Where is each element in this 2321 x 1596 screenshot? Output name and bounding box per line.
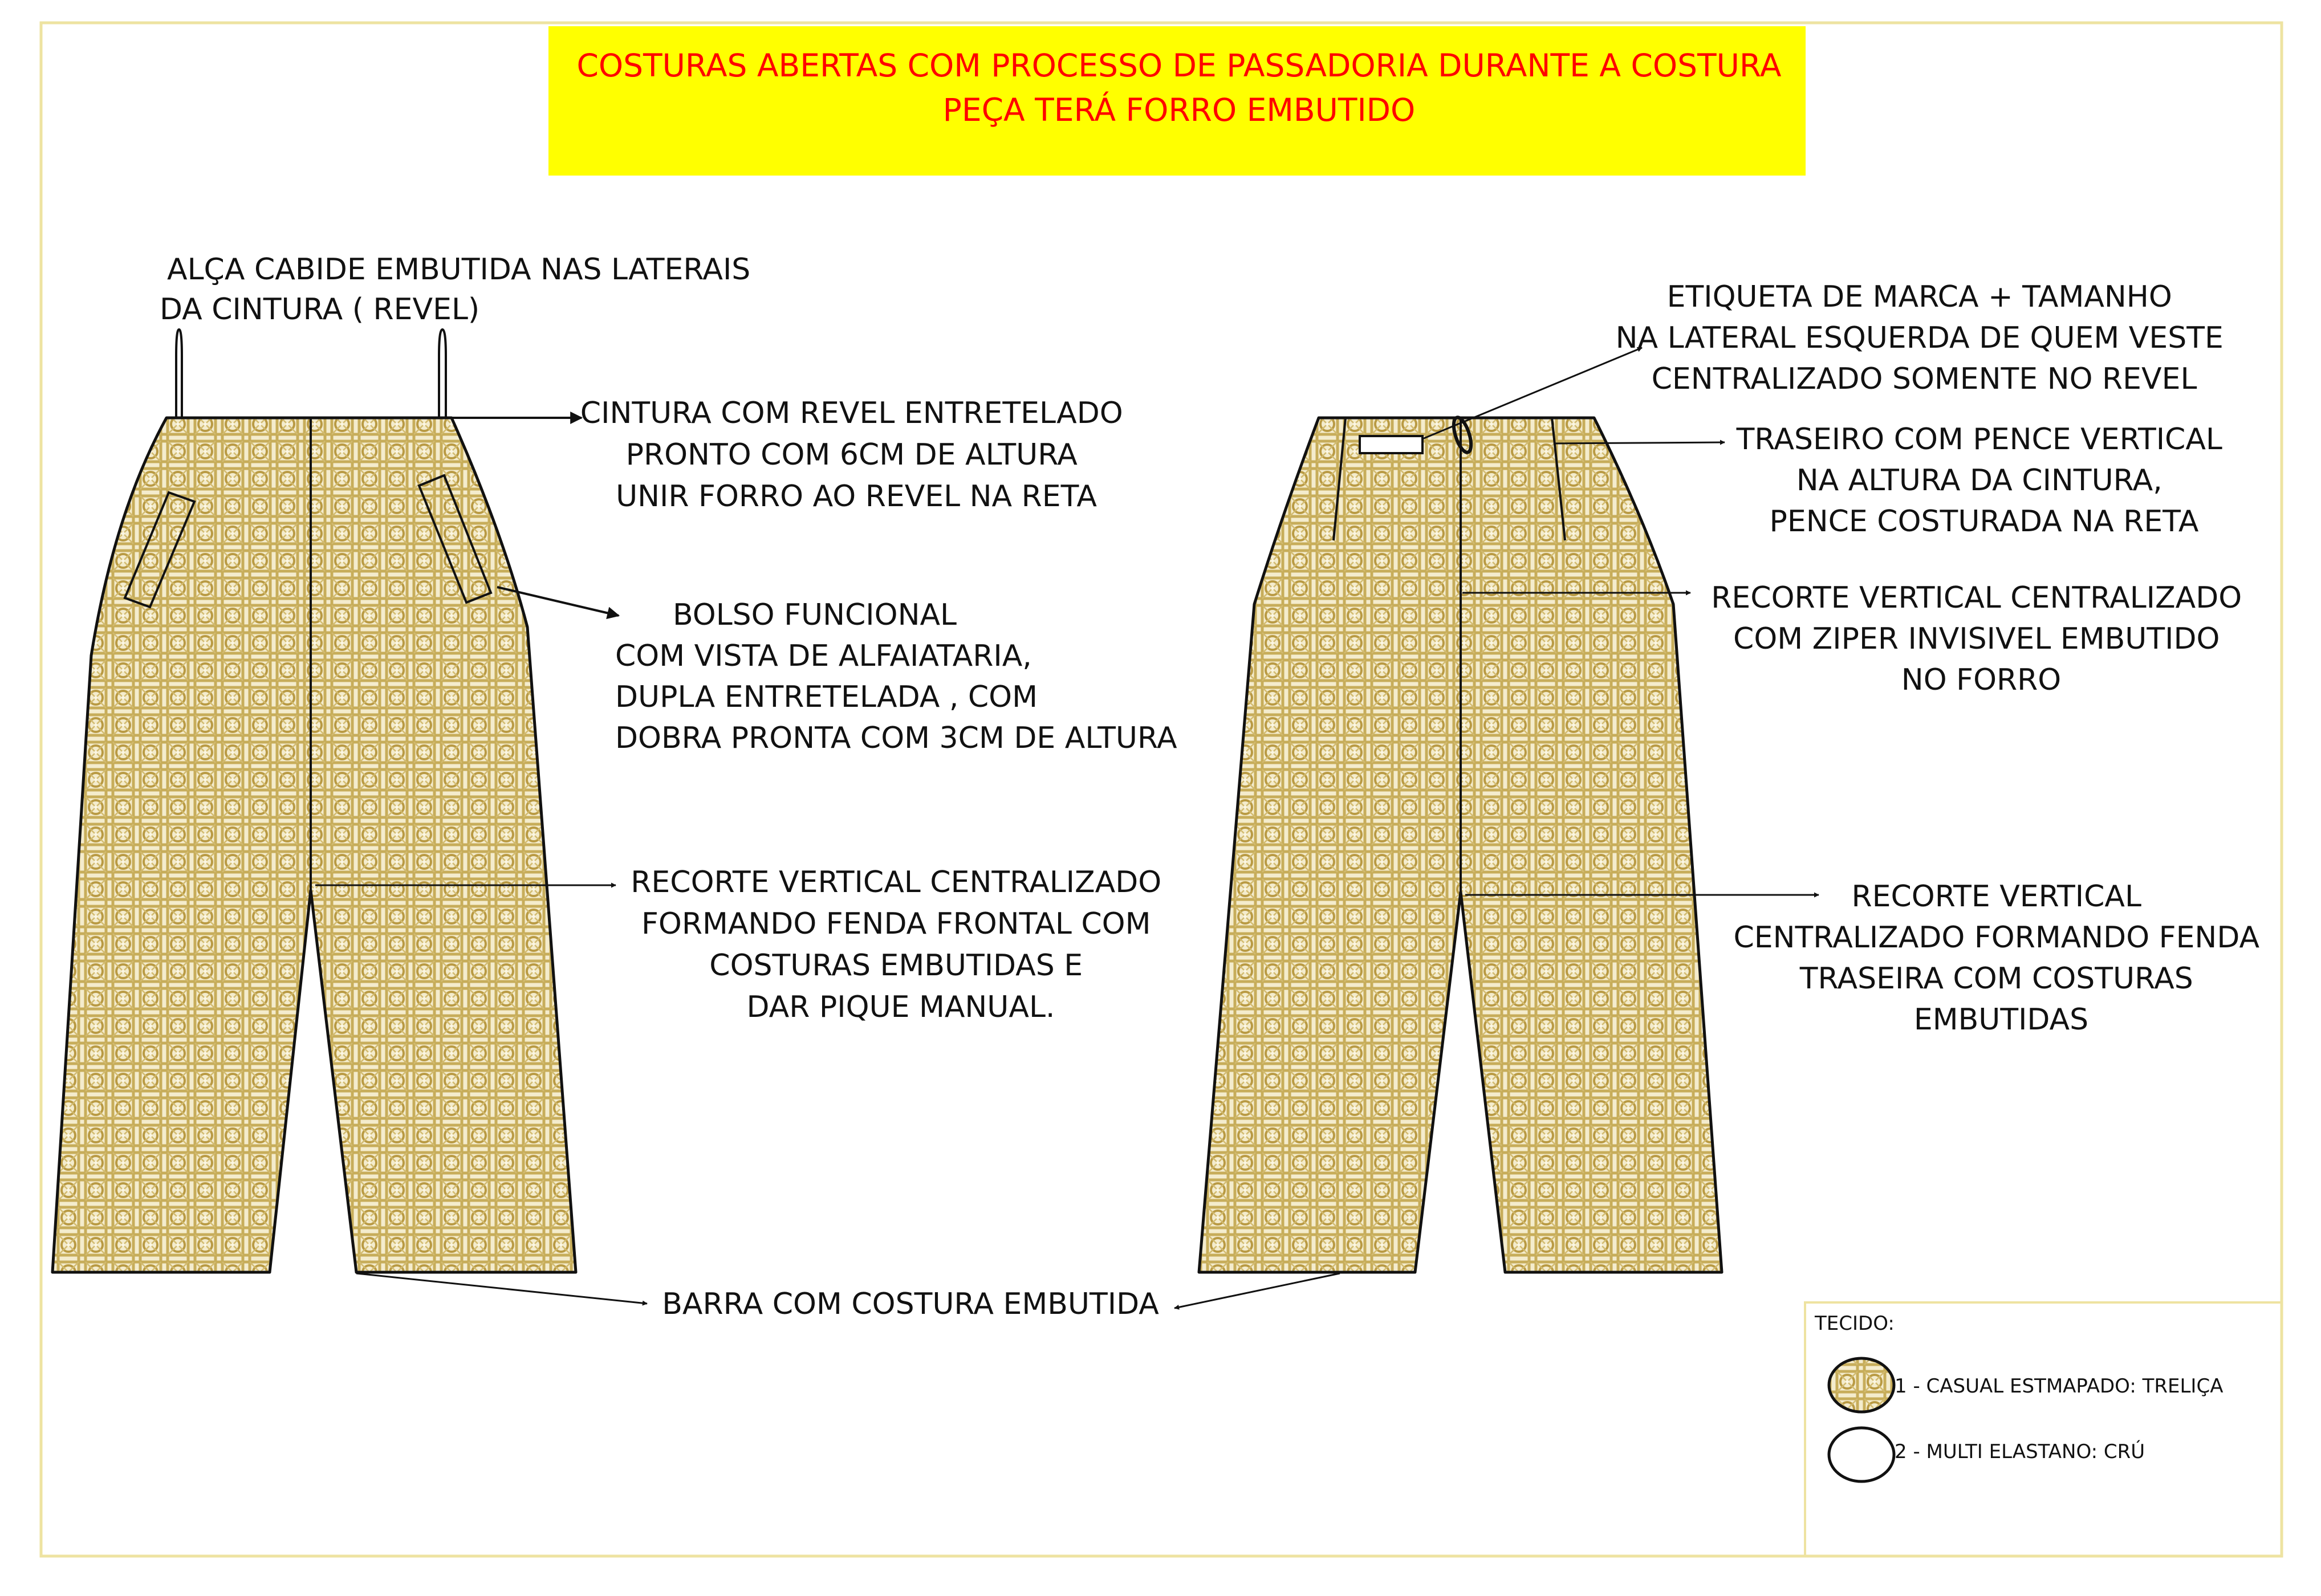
legend-title: TECIDO: <box>1815 1312 1895 1335</box>
legend-item-2: 2 - MULTI ELASTANO: CRÚ <box>1895 1440 2145 1463</box>
legend-swatch-pattern <box>1829 1358 1894 1412</box>
note-front-slit: RECORTE VERTICAL CENTRALIZADO FORMANDO FENDA FRONTAL COM COSTURAS EMBUTIDAS E DAR PIQUE MANUAL. <box>631 865 1162 1024</box>
note-waistband: CINTURA COM REVEL ENTRETELADO PRONTO COM 6CM DE ALTURA UNIR FORRO AO REVEL NA RETA <box>580 396 1123 514</box>
back-view <box>1199 416 1722 1272</box>
arrow-dart <box>1555 442 1725 443</box>
note-hanger-loop: ALÇA CABIDE EMBUTIDA NAS LATERAIS DA CINTURA ( REVEL) <box>160 253 751 327</box>
note-hem: BARRA COM COSTURA EMBUTIDA <box>662 1287 1159 1321</box>
hanger-loop-left <box>176 329 182 418</box>
banner <box>548 26 1806 176</box>
front-skirt-body <box>52 418 576 1272</box>
front-view <box>52 329 576 1272</box>
legend-swatch-plain <box>1829 1428 1894 1481</box>
legend-item-1: 1 - CASUAL ESTMAPADO: TRELIÇA <box>1895 1375 2224 1398</box>
brand-label <box>1360 436 1422 453</box>
banner-line-1: COSTURAS ABERTAS COM PROCESSO DE PASSADORIA DURANTE A COSTURA <box>576 47 1782 84</box>
note-dart: TRASEIRO COM PENCE VERTICAL NA ALTURA DA CINTURA, PENCE COSTURADA NA RETA <box>1736 422 2222 539</box>
fabric-legend <box>1805 1302 2282 1556</box>
note-back-slit: RECORTE VERTICAL CENTRALIZADO FORMANDO FENDA TRASEIRA COM COSTURAS EMBUTIDAS <box>1733 880 2260 1037</box>
note-pocket: BOLSO FUNCIONAL COM VISTA DE ALFAIATARIA, DUPLA ENTRETELADA , COM DOBRA PRONTA COM 3CM DE ALTURA <box>615 598 1177 755</box>
arrow-hem-back <box>1174 1273 1340 1308</box>
hanger-loop-right <box>439 329 446 418</box>
note-label: ETIQUETA DE MARCA + TAMANHO NA LATERAL ESQUERDA DE QUEM VESTE CENTRALIZADO SOMENTE NO REVEL <box>1615 280 2224 396</box>
arrow-hem-front <box>356 1273 647 1304</box>
banner-line-2: PEÇA TERÁ FORRO EMBUTIDO <box>942 92 1416 128</box>
note-zipper: RECORTE VERTICAL CENTRALIZADO COM ZIPER INVISIVEL EMBUTIDO NO FORRO <box>1711 581 2242 697</box>
